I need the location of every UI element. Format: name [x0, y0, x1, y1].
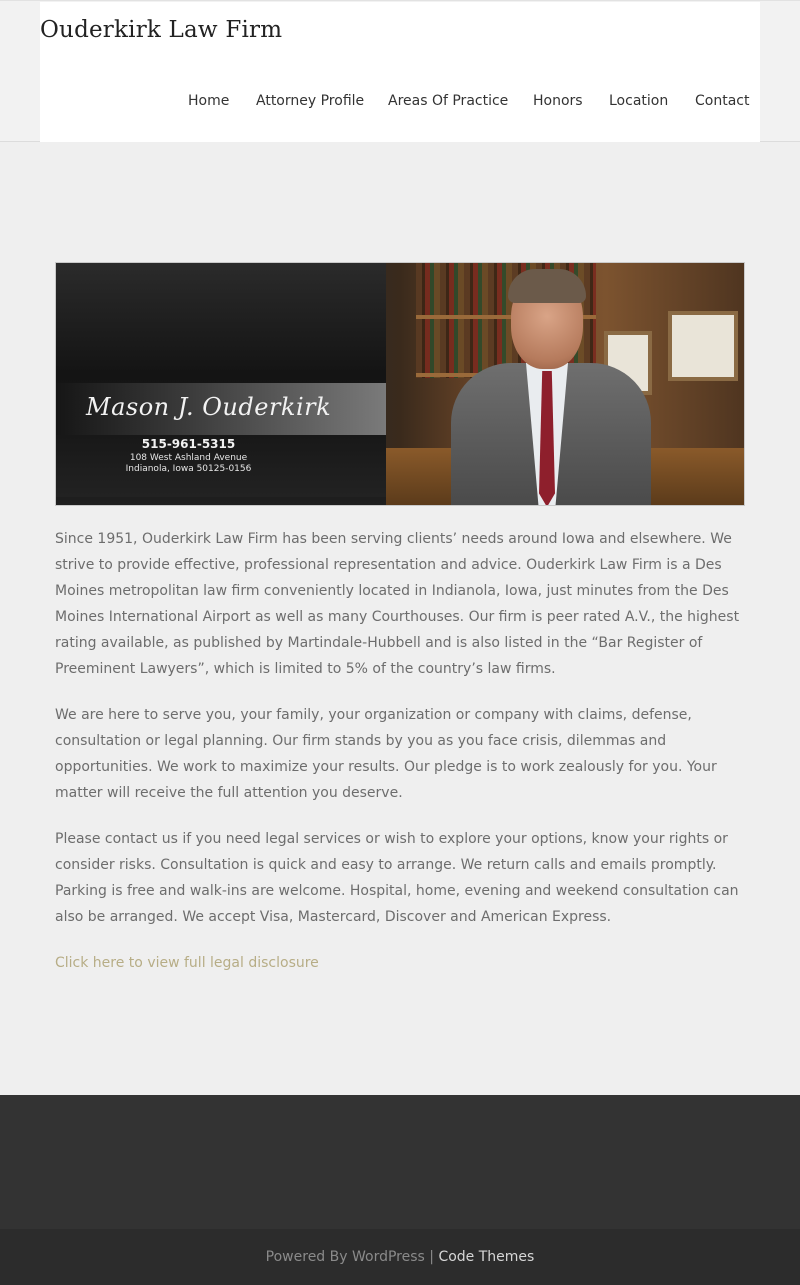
- nav-item-contact[interactable]: Contact: [695, 93, 750, 109]
- banner-address-line2: Indianola, Iowa 50125-0156: [125, 464, 252, 474]
- banner-attorney-name: Mason J. Ouderkirk: [86, 393, 332, 421]
- banner-phone: 515-961-5315: [141, 437, 236, 451]
- attorney-hair: [508, 269, 586, 303]
- header-container: [40, 2, 760, 142]
- attorney-banner-image: [55, 262, 745, 506]
- site-header: [0, 0, 800, 142]
- footer-widget-area: [0, 1095, 800, 1229]
- nav-item-location[interactable]: Location: [609, 93, 669, 109]
- banner-address-line1: 108 West Ashland Avenue: [129, 453, 248, 463]
- contact-paragraph: Please contact us if you need legal services or wish to explore your options, know your rights or consider risks. Consultation is quick and easy to arrange. We return calls and emails promptly. Parking is free and walk-ins are welcome. Hospital, home, evening and weekend consultation can also be arranged. We accept Visa, Mastercard, Discover and American Express.: [55, 831, 739, 925]
- powered-by-text: Powered By WordPress |: [265, 1249, 434, 1265]
- nav-item-home[interactable]: Home: [188, 93, 230, 109]
- service-paragraph: We are here to serve you, your family, your organization or company with claims, defense, consultation or legal planning. Our firm stands by you as you face crisis, dilemmas and opportunities. We work to maximize your results. Our pledge is to work zealously for you. Your matter will receive the full attention you deserve.: [55, 707, 717, 801]
- site-footer: [0, 1229, 800, 1285]
- nav-item-attorney-profile[interactable]: Attorney Profile: [256, 93, 365, 109]
- site-title[interactable]: Ouderkirk Law Firm: [40, 17, 283, 43]
- nav-item-areas-of-practice[interactable]: Areas Of Practice: [388, 93, 509, 109]
- intro-paragraph: Since 1951, Ouderkirk Law Firm has been serving clients’ needs around Iowa and elsewhere. We strive to provide effective, professional representation and advice. Ouderkirk Law Firm is a Des Moines metropolitan law firm conveniently located in Indianola, Iowa, just minutes from the Des Moines International Airport as well as many Courthouses. Our firm is peer rated A.V., the highest rating available, as published by Martindale-Hubbell and is also listed in the “Bar Register of Preeminent Lawyers”, which is limited to 5% of the country’s law firms.: [55, 531, 740, 677]
- nav-item-honors[interactable]: Honors: [533, 93, 583, 109]
- code-themes-link[interactable]: Code Themes: [438, 1249, 535, 1265]
- framed-certificate: [668, 311, 738, 381]
- legal-disclosure-link[interactable]: Click here to view full legal disclosure: [55, 955, 319, 971]
